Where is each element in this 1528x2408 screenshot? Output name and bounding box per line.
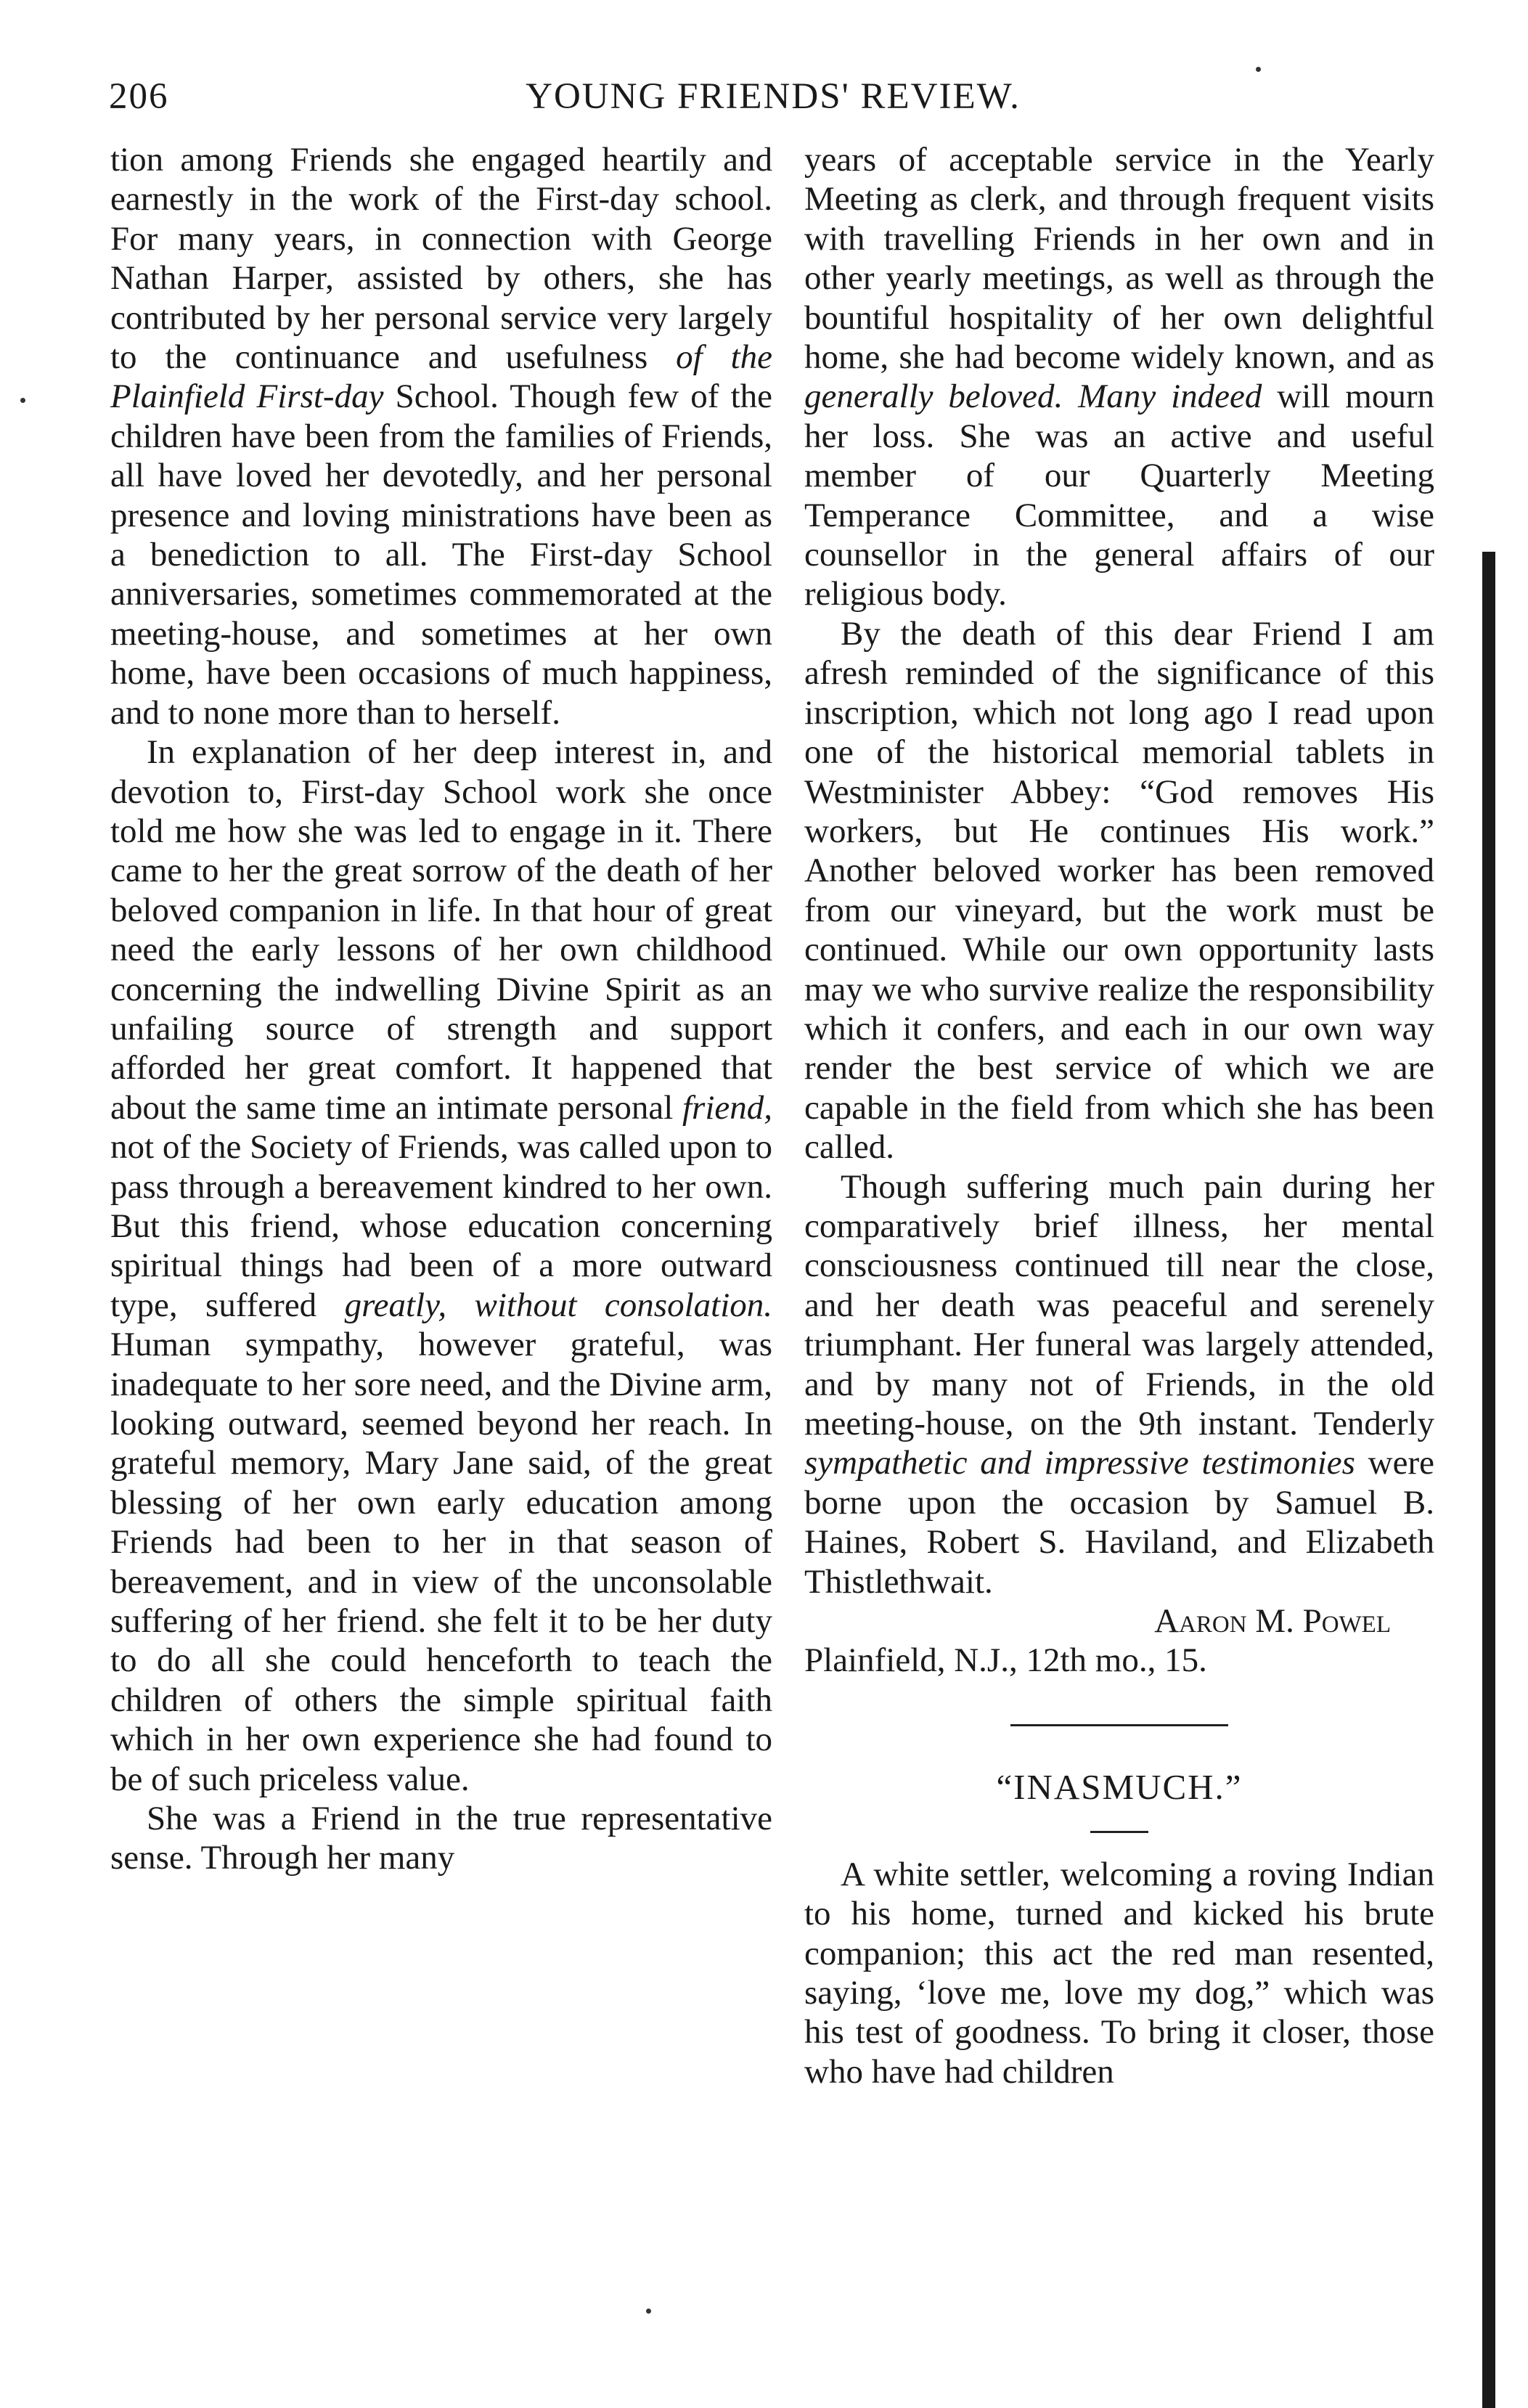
paragraph	[804, 1167, 1434, 1601]
running-header	[109, 70, 1437, 135]
text-run: were borne upon the occasion by Samuel B. Haines, Robert S. Haviland, and Elizabeth Thistlethwait.	[804, 1444, 1434, 1601]
paragraph: She was a Friend in the true representative sense. Through her many	[110, 1800, 772, 1877]
signature: Aaron M. Powel	[1154, 1602, 1391, 1641]
section-title: “INASMUCH.”	[996, 1766, 1243, 1807]
paragraph	[110, 732, 772, 1799]
ink-speck	[1256, 67, 1261, 72]
italic-run: friend,	[682, 1088, 772, 1127]
italic-run: greatly, without consolation.	[344, 1286, 772, 1324]
section-divider	[1010, 1724, 1228, 1726]
text-run: will mourn her loss. She was an active and useful member of our Quarterly Meeting Temperance Committee, and a wise counsellor in the general affairs of our religious body.	[804, 377, 1435, 613]
page-number: 206	[109, 76, 169, 117]
paragraph: By the death of this dear Friend I am afresh reminded of the significance of this inscription, which not long ago I read upon one of the historical memorial tablets in Westminister Abbey: “God removes His workers, but He continues His work.” Another beloved worker has been removed from our vineyard, but the work must be continued. While our own opportunity lasts may we who survive realize the responsibility which it confers, and each in our own way render the best service of which we are capable in the field from which she has been called.	[804, 614, 1434, 1167]
running-title: YOUNG FRIENDS' REVIEW.	[526, 76, 1021, 117]
paragraph: A white settler, welcoming a roving Indian to his home, turned and kicked his brute companion; this act the red man resented, saying, ‘love me, love my dog,” which was his test of goodness. To bring it closer, those who have had children	[804, 1855, 1434, 2091]
paragraph	[804, 140, 1434, 614]
place-date: Plainfield, N.J., 12th mo., 15.	[804, 1641, 1207, 1680]
text-run: Human sympathy, however grateful, was inadequate to her sore need, and the Divine arm, looking outward, seemed beyond her reach. In grateful memory, Mary Jane said, of the great blessing of her own early education among Friends had been to her in that season of bereavement, and in view of the unconsolable suffering of her friend. she felt it to be her duty to do all she could henceforth to teach the children of others the simple spiritual faith which in her own experience she had found to be of such priceless value.	[110, 1326, 772, 1798]
title-rule	[1090, 1831, 1148, 1833]
italic-run: sympathetic and impressive testimonies	[804, 1444, 1355, 1482]
italic-run: of the Plainfield First-day	[110, 338, 773, 416]
ink-speck	[20, 398, 25, 403]
ink-speck	[646, 2309, 651, 2314]
text-run: not of the Society of Friends, was called upon to pass through a bereavement kindred to her own. But this friend, whose education concerning spiritual things had been of a more outward type, suffered	[110, 1128, 772, 1324]
text-run: tion among Friends she engaged heartily and earnestly in the work of the First-day school. For many years, in connection with George Nathan Harper, assisted by others, she has contributed by her personal service very largely to the continuance and usefulness	[110, 141, 772, 377]
right-column	[804, 140, 1434, 2091]
italic-run: generally beloved. Many indeed	[804, 377, 1262, 416]
page-edge-shadow	[1482, 552, 1495, 2408]
text-run: In explanation of her deep interest in, and devotion to, First-day School work she once told me how she was led to engage in it. There came to her the great sorrow of the death of her beloved companion in life. In that hour of great need the early lessons of her own childhood concerning the indwelling Divine Spirit as an unfailing source of strength and support afforded her great comfort. It happened that about the same time an intimate personal	[110, 733, 772, 1127]
text-run: Though suffering much pain during her comparatively brief illness, her mental consciousness continued till near the close, and her death was peaceful and serenely triumphant. Her funeral was largely attended, and by many not of Friends, in the old meeting-house, on the 9th instant. Tenderly	[804, 1167, 1434, 1442]
left-column	[110, 140, 772, 1878]
text-run: years of acceptable service in the Yearly Meeting as clerk, and through frequent visits with travelling Friends in her own and in other yearly meetings, as well as through the bountiful hospitality of her own delightful home, she had become widely known, and as	[804, 141, 1434, 377]
paragraph	[110, 140, 772, 732]
text-run: School. Though few of the children have been from the families of Friends, all have loved her devotedly, and her personal presence and loving ministrations have been as a benediction to all. The First-day School anniversaries, sometimes commemorated at the meeting-house, and sometimes at her own home, have been occasions of much happiness, and to none more than to herself.	[110, 377, 772, 732]
